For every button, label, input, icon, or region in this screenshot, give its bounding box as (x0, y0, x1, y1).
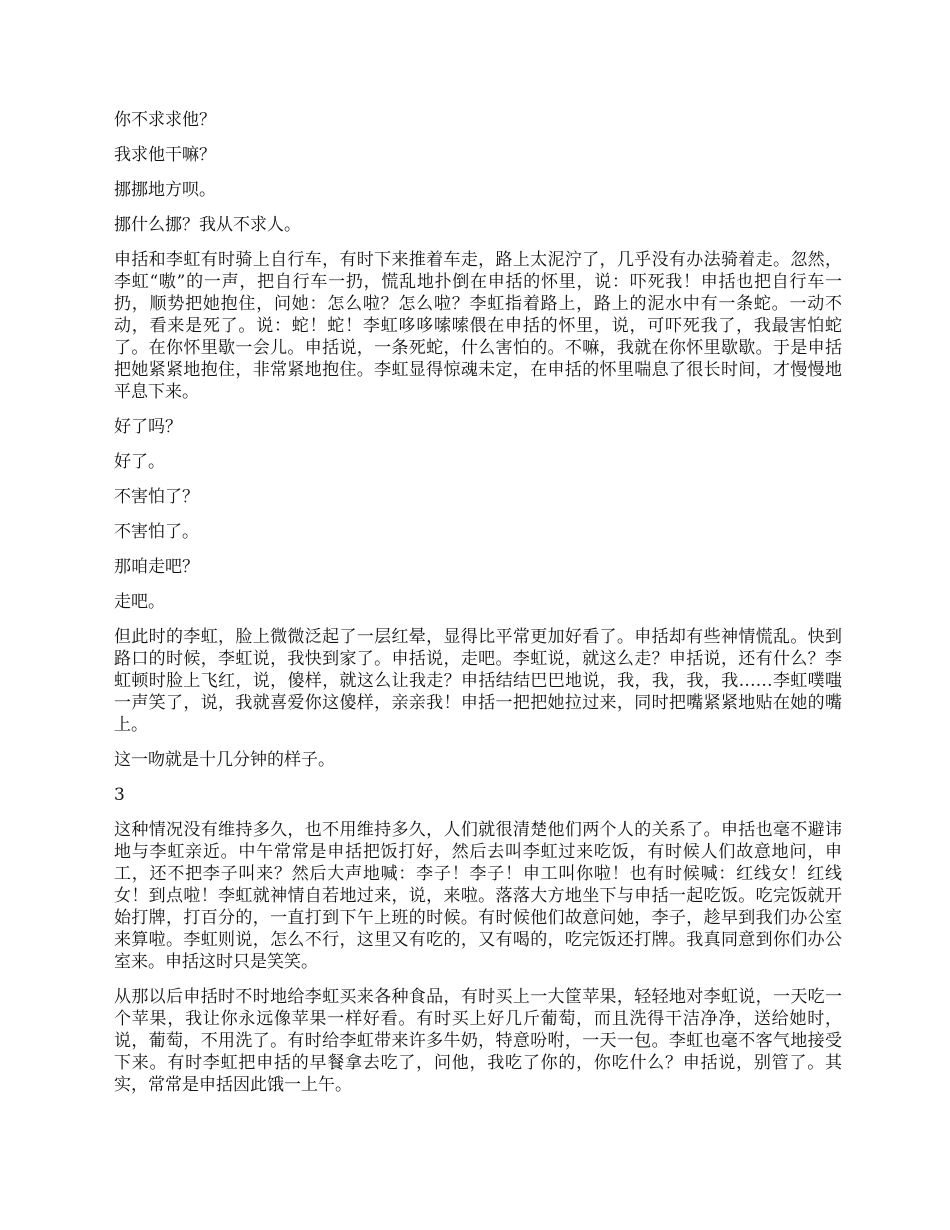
narrative-line: 这一吻就是十几分钟的样子。 (114, 750, 335, 770)
dialogue-line: 不害怕了。 (114, 522, 199, 542)
dialogue-line: 那咱走吧？ (114, 557, 199, 577)
dialogue-line: 好了。 (114, 452, 165, 472)
dialogue-line: 好了吗？ (114, 417, 182, 437)
narrative-paragraph: 这种情况没有维持多久，也不用维持多久，人们就很清楚他们两个人的关系了。申括也毫不避讳地与李虹亲近。中午常常是申括把饭打好，然后去叫李虹过来吃饭，有时候人们故意地问，申工，还不把李子叫来？然后大声地喊：李子！李子！申工叫你啦！也有时候喊：红线女！红线女！到点啦！李虹就神情自若地过来，说，来啦。落落大方地坐下与申括一起吃饭。吃完饭就开始打牌，打百分的，一直打到下午上班的时候。有时候他们故意问她，李子，趁早到我们办公室来算啦。李虹则说，怎么不行，这里又有吃的，又有喝的，吃完饭还打牌。我真同意到你们办公室来。申括这时只是笑笑。 (114, 820, 842, 972)
dialogue-line: 不害怕了？ (114, 487, 199, 507)
dialogue-line: 走吧。 (114, 592, 165, 612)
dialogue-line: 挪什么挪？我从不求人。 (114, 215, 301, 235)
narrative-paragraph: 从那以后申括时不时地给李虹买来各种食品，有时买上一大筐苹果，轻轻地对李虹说，一天吃一个苹果，我让你永远像苹果一样好看。有时买上好几斤葡萄，而且洗得干洁净净，送给她时，说，葡萄，不用洗了。有时给李虹带来许多牛奶，特意吩咐，一天一包。李虹也毫不客气地接受下来。有时李虹把申括的早餐拿去吃了，问他，我吃了你的，你吃什么？申括说，别管了。其实，常常是申括因此饿一上午。 (114, 987, 842, 1095)
section-number: 3 (114, 785, 125, 805)
document-body (114, 109, 842, 1109)
dialogue-line: 挪挪地方呗。 (114, 180, 216, 200)
dialogue-line: 你不求求他？ (114, 110, 216, 130)
narrative-paragraph: 但此时的李虹，脸上微微泛起了一层红晕，显得比平常更加好看了。申括却有些神情慌乱。快到路口的时候，李虹说，我快到家了。申括说，走吧。李虹说，就这么走？申括说，还有什么？李虹顿时脸上飞红，说，傻样，就这么让我走？申括结结巴巴地说，我，我，我，我……李虹噗嗤一声笑了，说，我就喜爱你这傻样，亲亲我！申括一把把她拉过来，同时把嘴紧紧地贴在她的嘴上。 (114, 627, 842, 735)
dialogue-line: 我求他干嘛？ (114, 145, 216, 165)
narrative-paragraph: 申括和李虹有时骑上自行车，有时下来推着车走，路上太泥泞了，几乎没有办法骑着走。忽然，李虹“嗷”的一声，把自行车一扔，慌乱地扑倒在申括的怀里，说：吓死我！申括也把自行车一扔，顺势把她抱住，问她：怎么啦？怎么啦？李虹指着路上，路上的泥水中有一条蛇。一动不动，看来是死了。说：蛇！蛇！李虹哆哆嗦嗦偎在申括的怀里，说，可吓死我了，我最害怕蛇了。在你怀里歇一会儿。申括说，一条死蛇，什么害怕的。不嘛，我就在你怀里歇歇。于是申括把她紧紧地抱住，非常紧地抱住。李虹显得惊魂未定，在申括的怀里喘息了很长时间，才慢慢地平息下来。 (114, 250, 842, 402)
